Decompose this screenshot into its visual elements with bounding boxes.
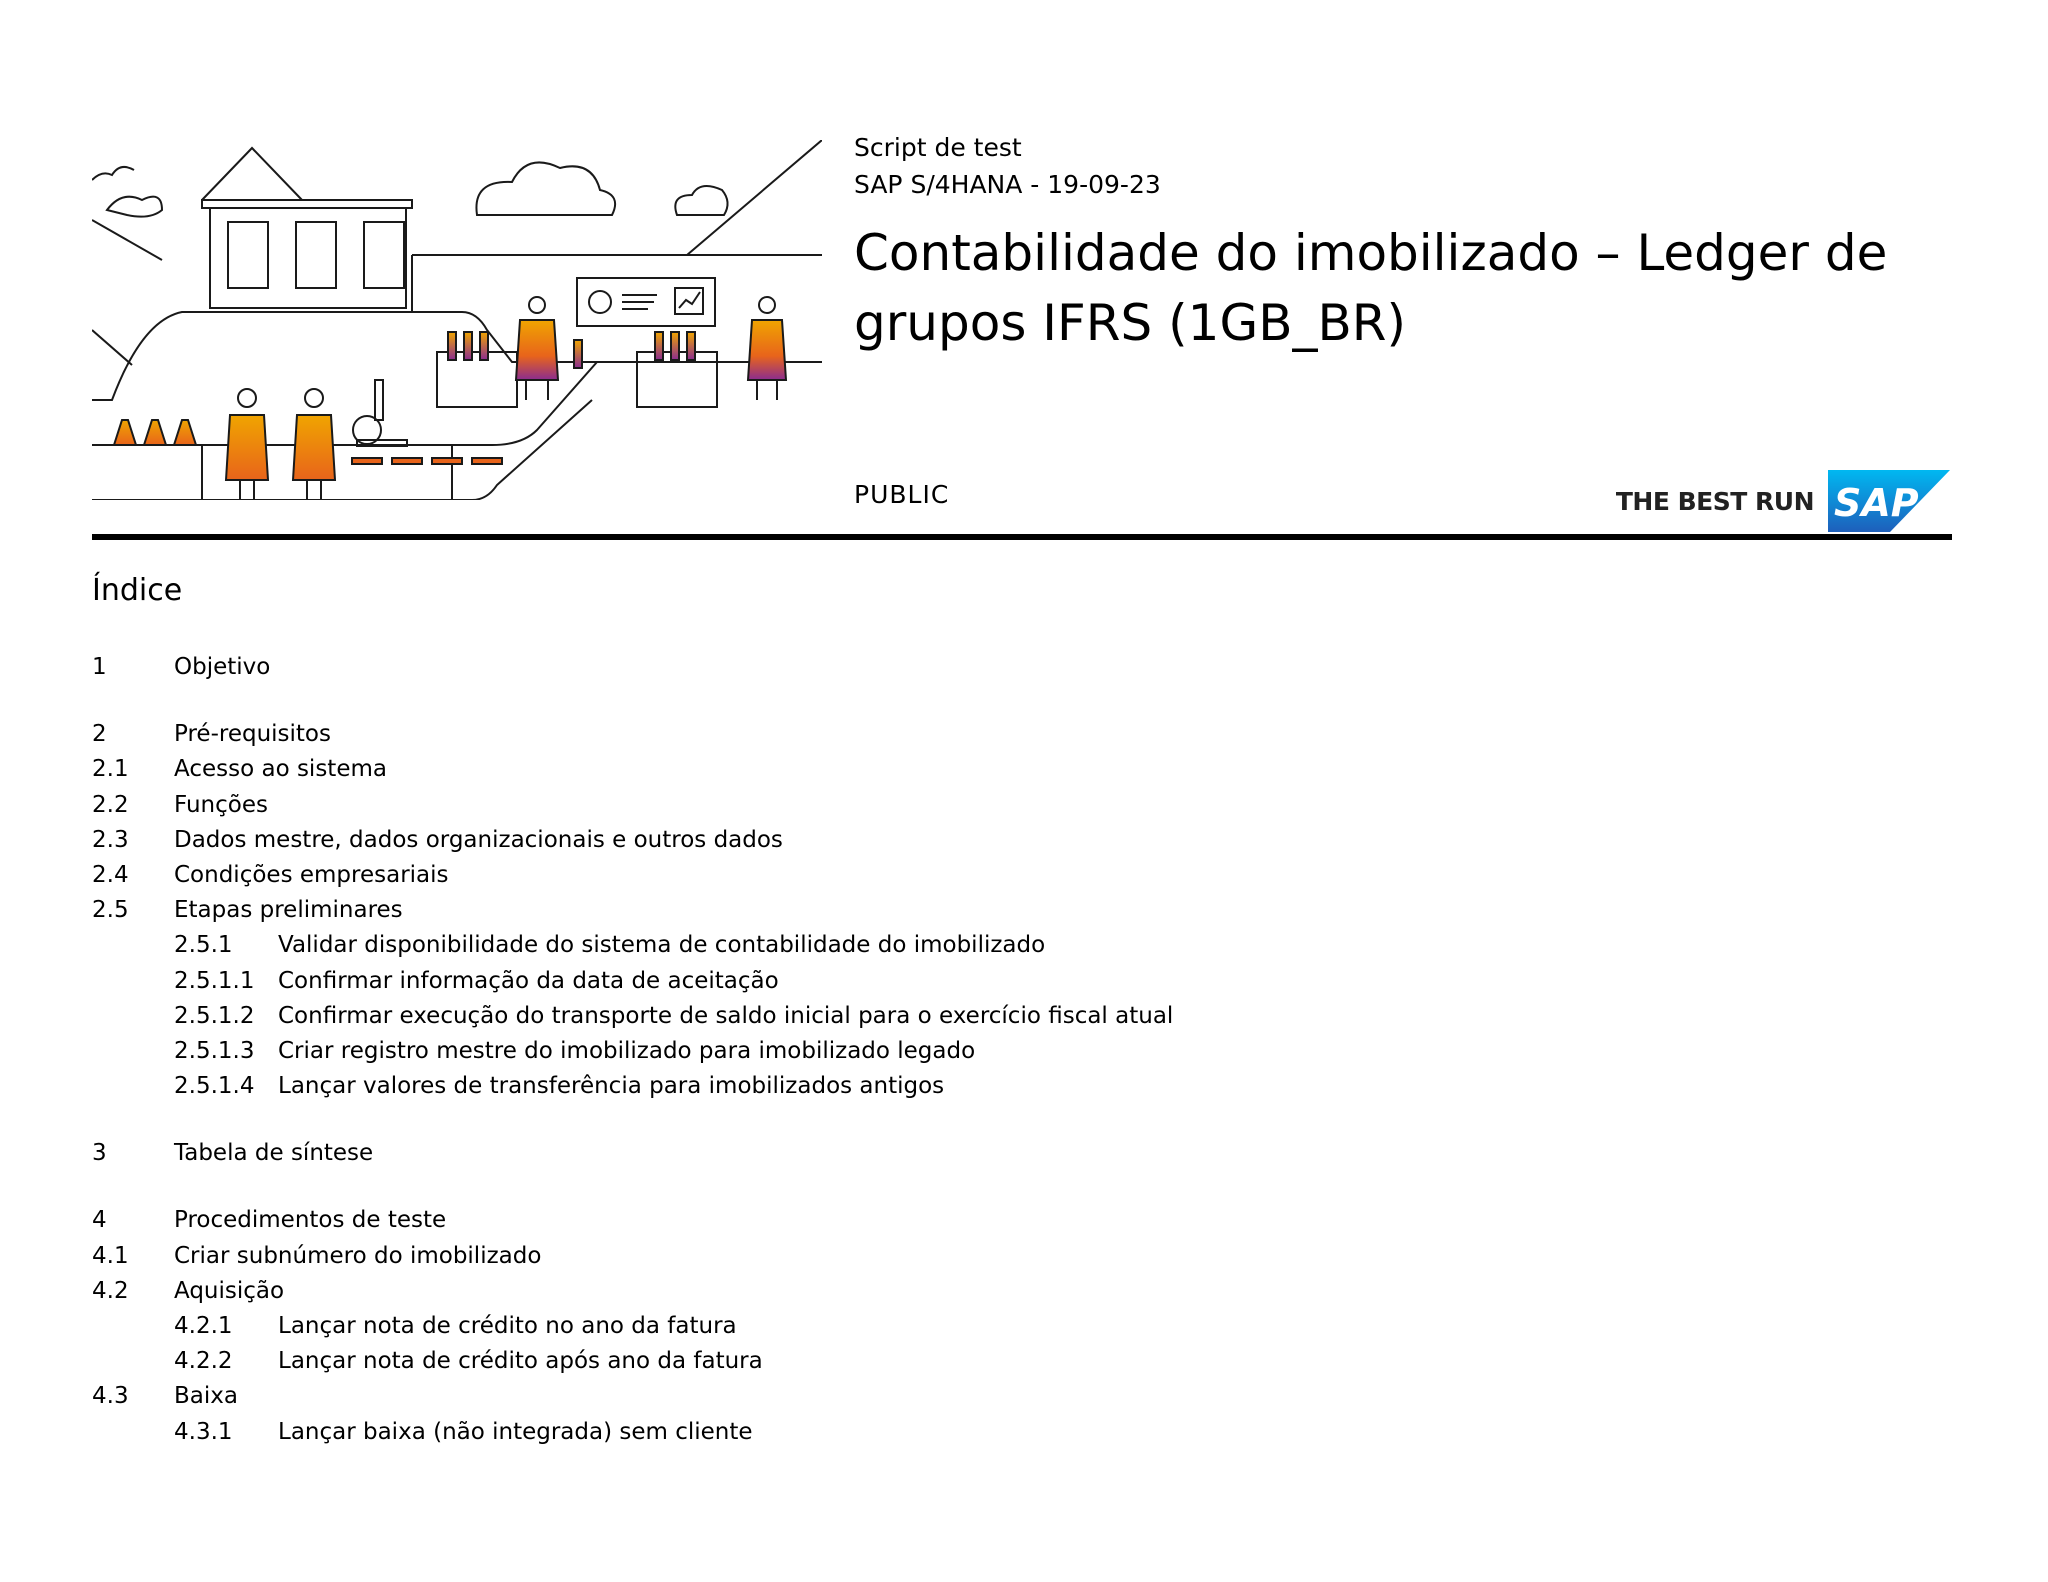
toc-item-title: Lançar valores de transferência para imobilizados antigos xyxy=(278,1073,945,1100)
toc-item-number: 4.3 xyxy=(92,1383,129,1410)
toc-item-number: 2.3 xyxy=(92,826,129,853)
toc-item-title: Lançar nota de crédito no ano da fatura xyxy=(278,1313,737,1339)
toc-item-number: 2 xyxy=(92,721,107,748)
toc-item-title: Objetivo xyxy=(174,654,271,680)
toc-item-title: Validar disponibilidade do sistema de contabilidade do imobilizado xyxy=(278,932,1046,959)
toc-item[interactable] xyxy=(92,1379,1692,1414)
toc-item-title: Pré-requisitos xyxy=(174,721,331,748)
toc-item-title: Tabela de síntese xyxy=(174,1140,374,1167)
toc-item-title: Criar subnúmero do imobilizado xyxy=(174,1242,542,1269)
toc-item-title: Confirmar execução do transporte de saldo inicial para o exercício fiscal atual xyxy=(278,1002,1174,1029)
toc-item-number: 2.4 xyxy=(92,861,129,888)
toc-item-number: 2.5.1 xyxy=(174,932,233,959)
toc-item-number: 2.1 xyxy=(92,756,129,783)
brand-tagline: THE BEST RUN xyxy=(1615,486,1814,516)
toc-item[interactable] xyxy=(92,1415,1692,1450)
toc-item-number: 2.2 xyxy=(92,791,129,818)
toc-item-number: 4.2.1 xyxy=(174,1313,233,1339)
toc-item-number: 4.3.1 xyxy=(174,1418,233,1445)
header-divider xyxy=(92,534,1952,540)
toc-item-number: 4.2 xyxy=(92,1277,129,1304)
toc-item-title: Acesso ao sistema xyxy=(174,756,387,783)
classification-label: PUBLIC xyxy=(854,480,950,509)
toc-item[interactable] xyxy=(92,893,1692,928)
toc-item-number: 1 xyxy=(92,654,107,680)
document-type: Script de test xyxy=(854,133,1022,162)
toc-item-number: 3 xyxy=(92,1140,107,1167)
toc-item[interactable] xyxy=(92,1274,1692,1309)
toc-item-number: 4.2.2 xyxy=(174,1348,233,1375)
toc-item-number: 2.5.1.3 xyxy=(174,1037,255,1064)
toc-item-number: 2.5.1.1 xyxy=(174,967,255,994)
toc-item-number: 2.5.1.4 xyxy=(174,1073,255,1100)
toc-item-title: Lançar nota de crédito após ano da fatura xyxy=(278,1348,763,1375)
toc-item[interactable] xyxy=(92,928,1692,963)
toc-item[interactable] xyxy=(92,1309,1692,1344)
toc-item-title: Etapas preliminares xyxy=(174,897,403,924)
toc-item[interactable] xyxy=(92,858,1692,893)
sap-logo-icon xyxy=(1828,470,1950,532)
toc-item[interactable] xyxy=(92,1239,1692,1274)
toc-item-title: Procedimentos de teste xyxy=(174,1207,447,1234)
toc-item[interactable] xyxy=(92,1136,1692,1171)
toc-item[interactable] xyxy=(92,788,1692,823)
toc-item[interactable] xyxy=(92,1034,1692,1069)
toc-item-title: Confirmar informação da data de aceitação xyxy=(278,967,779,994)
toc-item[interactable] xyxy=(92,999,1692,1034)
toc-item-title: Funções xyxy=(174,791,268,818)
toc-item[interactable] xyxy=(92,823,1692,858)
laboratory-illustration xyxy=(92,140,822,500)
toc-item-number: 2.5.1.2 xyxy=(174,1002,255,1029)
toc-item-title: Dados mestre, dados organizacionais e outros dados xyxy=(174,826,783,853)
toc-item[interactable] xyxy=(92,1203,1692,1238)
sap-logo-text: SAP xyxy=(1834,481,1919,525)
brand-logo xyxy=(1616,470,1950,532)
toc-item-title: Criar registro mestre do imobilizado para imobilizado legado xyxy=(278,1037,976,1064)
toc-item-number: 4 xyxy=(92,1207,107,1234)
document-subtitle: SAP S/4HANA - 19-09-23 xyxy=(854,170,1161,199)
toc-item[interactable] xyxy=(92,1069,1692,1104)
toc-item[interactable] xyxy=(92,717,1692,752)
toc-item-number: 4.1 xyxy=(92,1242,129,1269)
toc-item-number: 2.5 xyxy=(92,897,129,924)
toc-item-title: Aquisição xyxy=(174,1277,285,1304)
toc-item-title: Baixa xyxy=(174,1383,238,1410)
toc-item[interactable] xyxy=(92,650,1692,685)
toc-heading: Índice xyxy=(92,573,183,608)
toc-item[interactable] xyxy=(92,752,1692,787)
table-of-contents xyxy=(92,650,1692,1450)
toc-item-title: Lançar baixa (não integrada) sem cliente xyxy=(278,1418,753,1445)
toc-item[interactable] xyxy=(92,964,1692,999)
toc-item-title: Condições empresariais xyxy=(174,861,449,888)
toc-item[interactable] xyxy=(92,1344,1692,1379)
page-title: Contabilidade do imobilizado – Ledger de grupos IFRS (1GB_BR) xyxy=(854,224,1888,352)
